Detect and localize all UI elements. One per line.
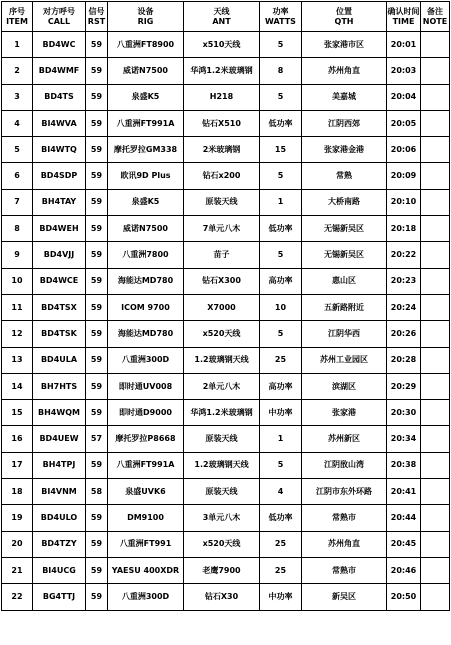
cell-watts: 5 [260,452,302,478]
cell-call: BI4WVA [33,110,86,136]
cell-ant: 华鸿1.2米玻璃钢 [184,58,260,84]
column-header-zh: 备注 [427,6,443,16]
column-header-en: TIME [392,16,415,26]
column-header-en: CALL [47,16,71,26]
cell-watts: 低功率 [260,505,302,531]
cell-rst: 59 [86,32,108,58]
column-header-en: QTH [334,16,354,26]
table-body [2,32,450,611]
cell-call: BH4WQM [33,400,86,426]
cell-rig: 欧讯9D Plus [108,163,184,189]
table-row [2,557,450,583]
cell-item: 10 [2,268,33,294]
cell-note [421,400,450,426]
cell-ant: 钻石X510 [184,110,260,136]
cell-call: BD4TSK [33,321,86,347]
column-header-zh: 序号 [9,6,25,16]
cell-watts: 25 [260,557,302,583]
cell-watts: 10 [260,294,302,320]
table-row [2,426,450,452]
cell-ant: 原装天线 [184,189,260,215]
cell-qth: 江阴敔山湾 [302,452,387,478]
table-row [2,242,450,268]
column-header-en: NOTE [422,16,448,26]
cell-ant: 原装天线 [184,479,260,505]
table-row [2,32,450,58]
cell-ant: 钻石X300 [184,268,260,294]
cell-rig: 即时通UV008 [108,373,184,399]
cell-time: 20:26 [387,321,421,347]
column-header-en: ANT [212,16,231,26]
column-header-zh: 设备 [137,6,154,16]
cell-qth: 美嘉城 [302,84,387,110]
cell-rig: 泉盛UVK6 [108,479,184,505]
cell-note [421,557,450,583]
cell-ant: 钻石x200 [184,163,260,189]
column-header-zh: 确认时间 [387,6,420,16]
table-row [2,505,450,531]
cell-qth: 常熟市 [302,557,387,583]
table-row [2,189,450,215]
cell-qth: 苏州角直 [302,58,387,84]
cell-time: 20:41 [387,479,421,505]
cell-note [421,347,450,373]
cell-rst: 59 [86,216,108,242]
cell-watts: 中功率 [260,584,302,610]
cell-item: 5 [2,137,33,163]
cell-ant: 原装天线 [184,426,260,452]
cell-item: 14 [2,373,33,399]
cell-call: BD4UEW [33,426,86,452]
cell-qth: 苏州工业园区 [302,347,387,373]
cell-time: 20:30 [387,400,421,426]
cell-qth: 无锡新吴区 [302,216,387,242]
cell-note [421,110,450,136]
column-header-zh: 对方呼号 [43,6,75,16]
cell-rig: 海能达MD780 [108,268,184,294]
cell-call: BD4ULO [33,505,86,531]
table-row [2,531,450,557]
cell-qth: 新吴区 [302,584,387,610]
cell-qth: 常熟市 [302,505,387,531]
cell-ant: 老鹰7900 [184,557,260,583]
cell-call: BD4VJJ [33,242,86,268]
cell-call: BI4UCG [33,557,86,583]
cell-call: BD4TS [33,84,86,110]
cell-call: BD4TSX [33,294,86,320]
cell-rst: 59 [86,189,108,215]
column-header-watts [260,2,302,32]
cell-item: 4 [2,110,33,136]
cell-time: 20:22 [387,242,421,268]
cell-note [421,84,450,110]
cell-ant: 华鸿1.2米玻璃钢 [184,400,260,426]
cell-ant: x510天线 [184,32,260,58]
cell-call: BD4SDP [33,163,86,189]
cell-call: BG4TTJ [33,584,86,610]
cell-item: 18 [2,479,33,505]
cell-watts: 5 [260,84,302,110]
cell-time: 20:05 [387,110,421,136]
column-header-zh: 信号 [88,6,105,16]
cell-time: 20:46 [387,557,421,583]
cell-item: 19 [2,505,33,531]
cell-note [421,137,450,163]
cell-rst: 59 [86,294,108,320]
cell-time: 20:01 [387,32,421,58]
cell-item: 21 [2,557,33,583]
cell-watts: 15 [260,137,302,163]
table-header [2,2,450,32]
cell-qth: 张家港金港 [302,137,387,163]
table-row [2,452,450,478]
column-header-en: WATTS [265,16,296,26]
cell-note [421,242,450,268]
cell-ant: 苗子 [184,242,260,268]
cell-rst: 59 [86,268,108,294]
cell-qth: 张家港 [302,400,387,426]
cell-item: 3 [2,84,33,110]
cell-qth: 五新路附近 [302,294,387,320]
cell-watts: 5 [260,321,302,347]
cell-note [421,32,450,58]
table-row [2,137,450,163]
cell-rig: 泉盛K5 [108,189,184,215]
cell-note [421,584,450,610]
table-row [2,400,450,426]
cell-note [421,58,450,84]
cell-time: 20:24 [387,294,421,320]
cell-ant: 1.2玻璃钢天线 [184,347,260,373]
cell-rst: 59 [86,531,108,557]
column-header-rst [86,2,108,32]
cell-ant: x520天线 [184,531,260,557]
table-row [2,479,450,505]
cell-item: 13 [2,347,33,373]
cell-time: 20:03 [387,58,421,84]
cell-item: 17 [2,452,33,478]
cell-note [421,373,450,399]
cell-item: 11 [2,294,33,320]
cell-item: 6 [2,163,33,189]
cell-watts: 4 [260,479,302,505]
cell-time: 20:06 [387,137,421,163]
column-header-call [33,2,86,32]
cell-call: BI4VNM [33,479,86,505]
cell-time: 20:44 [387,505,421,531]
cell-qth: 江阴西郊 [302,110,387,136]
table-row [2,373,450,399]
column-header-en: RIG [137,16,154,26]
cell-ant: H218 [184,84,260,110]
cell-ant: 2米玻璃钢 [184,137,260,163]
cell-time: 20:09 [387,163,421,189]
table-row [2,110,450,136]
cell-time: 20:04 [387,84,421,110]
cell-watts: 低功率 [260,216,302,242]
cell-rst: 57 [86,426,108,452]
cell-rig: DM9100 [108,505,184,531]
cell-rst: 59 [86,347,108,373]
cell-item: 2 [2,58,33,84]
cell-ant: 3单元八木 [184,505,260,531]
table-row [2,347,450,373]
cell-qth: 苏州新区 [302,426,387,452]
cell-item: 1 [2,32,33,58]
cell-note [421,268,450,294]
table-row [2,84,450,110]
column-header-ant [184,2,260,32]
table-row [2,321,450,347]
cell-rig: 摩托罗拉GM338 [108,137,184,163]
cell-item: 12 [2,321,33,347]
cell-time: 20:38 [387,452,421,478]
cell-rig: 泉盛K5 [108,84,184,110]
cell-rig: 八重洲FT991 [108,531,184,557]
cell-rst: 59 [86,584,108,610]
cell-rst: 59 [86,505,108,531]
column-header-zh: 天线 [213,6,230,16]
cell-call: BD4TZY [33,531,86,557]
column-header-qth [302,2,387,32]
cell-item: 7 [2,189,33,215]
cell-item: 22 [2,584,33,610]
cell-watts: 25 [260,531,302,557]
cell-rst: 59 [86,321,108,347]
cell-time: 20:10 [387,189,421,215]
cell-qth: 滨湖区 [302,373,387,399]
cell-rig: 八重洲FT8900 [108,32,184,58]
column-header-time [387,2,421,32]
cell-note [421,216,450,242]
cell-rig: 即时通D9000 [108,400,184,426]
column-header-item [2,2,33,32]
cell-note [421,452,450,478]
cell-ant: x520天线 [184,321,260,347]
cell-qth: 常熟 [302,163,387,189]
cell-ant: 7单元八木 [184,216,260,242]
cell-rig: ICOM 9700 [108,294,184,320]
cell-watts: 5 [260,32,302,58]
cell-time: 20:18 [387,216,421,242]
cell-call: BD4WEH [33,216,86,242]
cell-rig: 八重洲300D [108,584,184,610]
cell-qth: 张家港市区 [302,32,387,58]
cell-rst: 59 [86,452,108,478]
cell-note [421,426,450,452]
cell-rst: 59 [86,137,108,163]
column-header-rig [108,2,184,32]
cell-item: 16 [2,426,33,452]
column-header-zh: 功率 [272,6,289,16]
cell-note [421,479,450,505]
cell-rig: 威诺N7500 [108,58,184,84]
cell-watts: 高功率 [260,268,302,294]
cell-call: BD4WMF [33,58,86,84]
cell-qth: 苏州角直 [302,531,387,557]
cell-watts: 低功率 [260,110,302,136]
cell-call: BH4TAY [33,189,86,215]
cell-note [421,163,450,189]
cell-watts: 5 [260,242,302,268]
cell-ant: 1.2玻璃钢天线 [184,452,260,478]
table-row [2,216,450,242]
cell-time: 20:50 [387,584,421,610]
cell-item: 9 [2,242,33,268]
cell-call: BD4ULA [33,347,86,373]
cell-rst: 59 [86,110,108,136]
cell-rst: 59 [86,242,108,268]
cell-watts: 中功率 [260,400,302,426]
cell-rig: 八重洲300D [108,347,184,373]
cell-watts: 高功率 [260,373,302,399]
cell-time: 20:23 [387,268,421,294]
column-header-en: RST [87,16,106,26]
table-row [2,163,450,189]
cell-watts: 1 [260,426,302,452]
header-row [2,2,450,32]
cell-rst: 58 [86,479,108,505]
cell-rst: 59 [86,84,108,110]
cell-qth: 惠山区 [302,268,387,294]
table-row [2,584,450,610]
cell-note [421,531,450,557]
cell-qth: 江阴华西 [302,321,387,347]
cell-item: 15 [2,400,33,426]
cell-note [421,321,450,347]
cell-rst: 59 [86,58,108,84]
column-header-en: ITEM [6,16,28,26]
qso-log-table [1,1,450,611]
cell-call: BD4WCE [33,268,86,294]
cell-item: 8 [2,216,33,242]
table-row [2,294,450,320]
table-row [2,58,450,84]
column-header-note [421,2,450,32]
table-row [2,268,450,294]
cell-ant: 2单元八木 [184,373,260,399]
cell-qth: 江阴市东外环路 [302,479,387,505]
cell-watts: 8 [260,58,302,84]
cell-rst: 59 [86,373,108,399]
cell-call: BI4WTQ [33,137,86,163]
cell-rig: 八重洲FT991A [108,452,184,478]
cell-rst: 59 [86,163,108,189]
cell-time: 20:34 [387,426,421,452]
cell-call: BH7HTS [33,373,86,399]
cell-watts: 1 [260,189,302,215]
cell-note [421,294,450,320]
cell-time: 20:28 [387,347,421,373]
cell-ant: 钻石X30 [184,584,260,610]
cell-ant: X7000 [184,294,260,320]
cell-note [421,189,450,215]
cell-watts: 5 [260,163,302,189]
cell-item: 20 [2,531,33,557]
cell-rig: 八重洲7800 [108,242,184,268]
cell-time: 20:29 [387,373,421,399]
cell-time: 20:45 [387,531,421,557]
cell-rst: 59 [86,557,108,583]
column-header-zh: 位置 [336,6,352,16]
cell-rig: YAESU 400XDR [108,557,184,583]
cell-watts: 25 [260,347,302,373]
cell-rig: 摩托罗拉P8668 [108,426,184,452]
cell-qth: 无锡新吴区 [302,242,387,268]
cell-qth: 大桥南路 [302,189,387,215]
cell-rst: 59 [86,400,108,426]
cell-call: BD4WC [33,32,86,58]
cell-note [421,505,450,531]
cell-rig: 威诺N7500 [108,216,184,242]
cell-rig: 八重洲FT991A [108,110,184,136]
cell-rig: 海能达MD780 [108,321,184,347]
cell-call: BH4TPJ [33,452,86,478]
